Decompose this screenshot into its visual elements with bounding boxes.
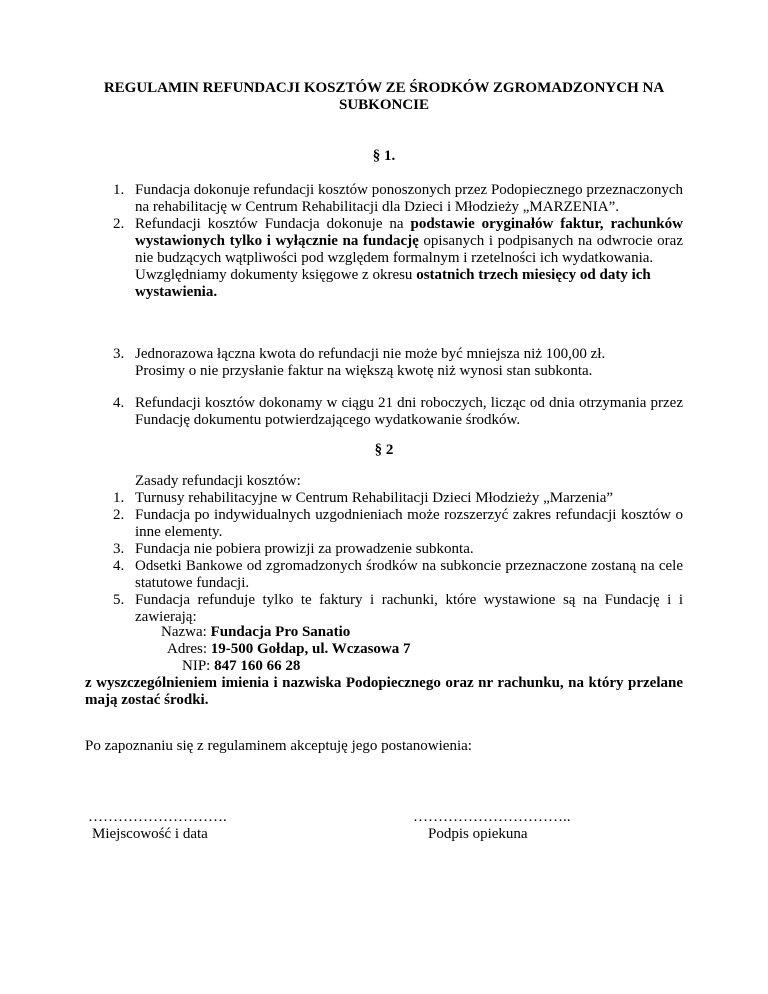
section-2-intro: Zasady refundacji kosztów: bbox=[135, 473, 301, 489]
section-1-list bbox=[85, 182, 683, 301]
guardian-signature-label: Podpis opiekuna bbox=[428, 826, 528, 842]
list-item-text: Fundacja dokonuje refundacji kosztów ponoszonych przez Podopiecznego przeznaczonych na rehabilitację w Centrum Rehabilitacji dla Dzieci i Młodzieży „MARZENIA”. bbox=[135, 182, 683, 215]
acceptance-statement: Po zapoznaniu się z regulaminem akceptuję jego postanowienia: bbox=[85, 738, 472, 754]
list-item-number: 1. bbox=[113, 490, 125, 506]
list-item-number: 3. bbox=[113, 346, 125, 362]
guardian-signature-line: ………………………….. bbox=[413, 809, 571, 825]
list-item-text: Fundacja po indywidualnych uzgodnieniach może rozszerzyć zakres refundacji kosztów o inne elementy. bbox=[135, 507, 683, 540]
section-1-list-continued bbox=[85, 346, 683, 380]
place-date-label: Miejscowość i data bbox=[92, 826, 208, 842]
list-item bbox=[85, 592, 683, 626]
company-address: Adres: 19-500 Gołdap, ul. Wczasowa 7 bbox=[167, 641, 411, 657]
list-item bbox=[85, 507, 683, 541]
list-item-text: Refundacji kosztów Fundacja dokonuje na podstawie oryginałów faktur, rachunków wystawionych tylko i wyłącznie na fundację opisanych i podpisanych na odwrocie oraz nie budzących wątpliwości pod względem formalnym i rzetelności ich wydatkowania. bbox=[135, 216, 683, 266]
list-item-text: Jednorazowa łączna kwota do refundacji nie może być mniejsza niż 100,00 zł. bbox=[135, 346, 606, 362]
list-item-note: Prosimy o nie przysłanie faktur na większą kwotę niż wynosi stan subkonta. bbox=[135, 363, 593, 379]
company-nip: NIP: 847 160 66 28 bbox=[182, 658, 301, 674]
list-item-text: Odsetki Bankowe od zgromadzonych środków na subkoncie przeznaczone zostaną na cele statutowe fundacji. bbox=[135, 558, 683, 591]
list-item bbox=[85, 558, 683, 592]
place-date-signature-line: ………………………. bbox=[88, 809, 227, 825]
list-item bbox=[85, 216, 683, 301]
list-item bbox=[85, 346, 683, 380]
list-item bbox=[85, 541, 683, 558]
list-item-number: 5. bbox=[113, 592, 125, 608]
section-1-heading: § 1. bbox=[372, 148, 396, 164]
section-2-heading: § 2 bbox=[374, 442, 394, 458]
list-item-number: 2. bbox=[113, 507, 125, 523]
section-2-list bbox=[85, 490, 683, 626]
list-item-number: 1. bbox=[113, 182, 125, 198]
list-item bbox=[85, 395, 683, 429]
list-item-text: Turnusy rehabilitacyjne w Centrum Rehabilitacji Dzieci Młodzieży „Marzenia” bbox=[135, 490, 614, 506]
list-item bbox=[85, 490, 683, 507]
list-item-number: 4. bbox=[113, 558, 125, 574]
list-item-text: Refundacji kosztów dokonamy w ciągu 21 dni roboczych, licząc od dnia otrzymania przez Fundację dokumentu potwierdzającego wydatkowanie środków. bbox=[135, 395, 683, 428]
list-item-number: 2. bbox=[113, 216, 125, 232]
list-item-note: Uwzględniamy dokumenty księgowe z okresu ostatnich trzech miesięcy od daty ich wystawienia. bbox=[135, 267, 651, 300]
list-item-number: 3. bbox=[113, 541, 125, 557]
company-name: Nazwa: Fundacja Pro Sanatio bbox=[161, 624, 351, 640]
list-item-text: Fundacja refunduje tylko te faktury i rachunki, które wystawione są na Fundację i i zawierają: bbox=[135, 592, 683, 625]
final-note: z wyszczególnieniem imienia i nazwiska Podopiecznego oraz nr rachunku, na który przelane mają zostać środki. bbox=[85, 675, 683, 708]
list-item-text: Fundacja nie pobiera prowizji za prowadzenie subkonta. bbox=[135, 541, 474, 557]
list-item-number: 4. bbox=[113, 395, 125, 411]
section-1-list-item-4 bbox=[85, 395, 683, 429]
list-item bbox=[85, 182, 683, 216]
document-title: REGULAMIN REFUNDACJI KOSZTÓW ZE ŚRODKÓW ZGROMADZONYCH NA SUBKONCIE bbox=[103, 80, 665, 113]
